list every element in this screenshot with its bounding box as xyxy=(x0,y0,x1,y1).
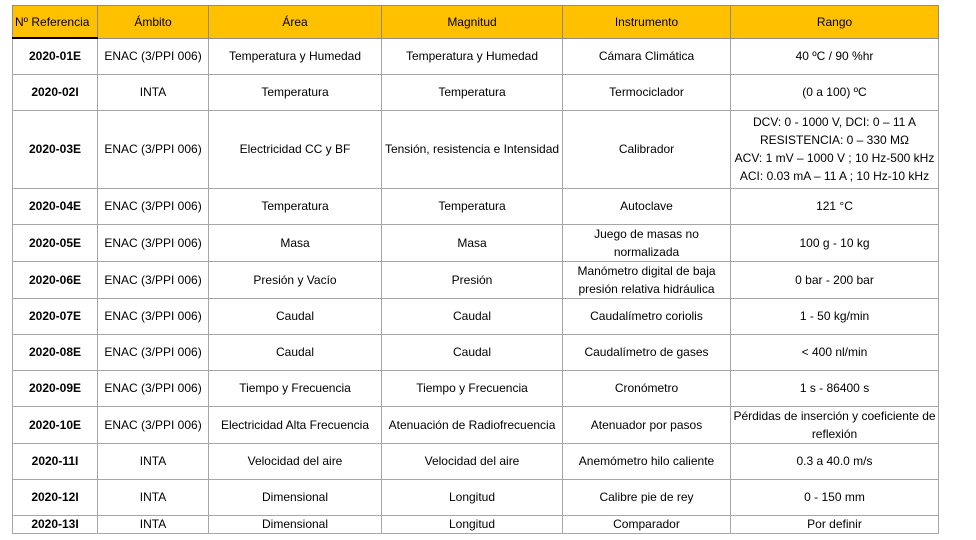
cell-ambito: ENAC (3/PPI 006) xyxy=(98,370,209,406)
cell-instrumento: Termociclador xyxy=(563,74,731,110)
cell-ambito: ENAC (3/PPI 006) xyxy=(98,298,209,334)
cell-instrumento: Caudalímetro de gases xyxy=(563,334,731,370)
cell-area: Caudal xyxy=(209,298,382,334)
cell-magnitud: Longitud xyxy=(382,479,563,515)
cell-area: Presión y Vacío xyxy=(209,261,382,298)
cell-area: Tiempo y Frecuencia xyxy=(209,370,382,406)
cell-ref: 2020-11I xyxy=(13,443,98,479)
cell-ambito: ENAC (3/PPI 006) xyxy=(98,334,209,370)
range-line: ACV: 1 mV – 1000 V ; 10 Hz-500 kHz xyxy=(734,151,935,165)
cell-instrumento: Calibre pie de rey xyxy=(563,479,731,515)
cell-instrumento: Cámara Climática xyxy=(563,38,731,74)
cell-ref: 2020-05E xyxy=(13,224,98,261)
table-row xyxy=(13,406,939,443)
cell-rango: 1 - 50 kg/min xyxy=(731,298,939,334)
table-row xyxy=(13,261,939,298)
cell-rango: Por definir xyxy=(731,515,939,533)
cell-ambito: INTA xyxy=(98,479,209,515)
header-instrumento: Instrumento xyxy=(563,6,731,39)
table-row xyxy=(13,38,939,74)
cell-magnitud: Masa xyxy=(382,224,563,261)
cell-ref: 2020-07E xyxy=(13,298,98,334)
cell-area: Caudal xyxy=(209,334,382,370)
cell-ref: 2020-09E xyxy=(13,370,98,406)
cell-area: Velocidad del aire xyxy=(209,443,382,479)
header-ref: Nº Referencia xyxy=(13,6,98,39)
cell-ambito: ENAC (3/PPI 006) xyxy=(98,110,209,188)
cell-rango: 0 - 150 mm xyxy=(731,479,939,515)
cell-rango xyxy=(731,110,939,188)
cell-instrumento: Manómetro digital de baja presión relativa hidráulica xyxy=(563,261,731,298)
cell-rango: < 400 nl/min xyxy=(731,334,939,370)
cell-rango: 40 ºC / 90 %hr xyxy=(731,38,939,74)
table-row xyxy=(13,370,939,406)
cell-ambito: ENAC (3/PPI 006) xyxy=(98,38,209,74)
cell-area: Temperatura y Humedad xyxy=(209,38,382,74)
cell-ambito: INTA xyxy=(98,515,209,533)
cell-ambito: ENAC (3/PPI 006) xyxy=(98,406,209,443)
cell-ref: 2020-01E xyxy=(13,38,98,74)
header-magnitud: Magnitud xyxy=(382,6,563,39)
cell-ref: 2020-03E xyxy=(13,110,98,188)
cell-ambito: INTA xyxy=(98,74,209,110)
table-row xyxy=(13,74,939,110)
cell-area: Masa xyxy=(209,224,382,261)
cell-area: Electricidad Alta Frecuencia xyxy=(209,406,382,443)
reference-table xyxy=(12,5,939,534)
cell-ref: 2020-12I xyxy=(13,479,98,515)
table-row xyxy=(13,298,939,334)
range-line: ACI: 0.03 mA – 11 A ; 10 Hz-10 kHz xyxy=(739,169,930,183)
cell-rango: 0.3 a 40.0 m/s xyxy=(731,443,939,479)
cell-instrumento: Cronómetro xyxy=(563,370,731,406)
cell-rango: 121 °C xyxy=(731,188,939,224)
table-row xyxy=(13,188,939,224)
cell-ref: 2020-08E xyxy=(13,334,98,370)
cell-magnitud: Temperatura xyxy=(382,74,563,110)
cell-instrumento: Atenuador por pasos xyxy=(563,406,731,443)
header-rango: Rango xyxy=(731,6,939,39)
cell-ref: 2020-02I xyxy=(13,74,98,110)
cell-instrumento: Anemómetro hilo caliente xyxy=(563,443,731,479)
cell-magnitud: Caudal xyxy=(382,298,563,334)
cell-ref: 2020-10E xyxy=(13,406,98,443)
table-row xyxy=(13,515,939,533)
cell-magnitud: Temperatura y Humedad xyxy=(382,38,563,74)
cell-rango: (0 a 100) ºC xyxy=(731,74,939,110)
range-line: DCV: 0 - 1000 V, DCI: 0 – 11 A xyxy=(753,115,916,129)
cell-area: Dimensional xyxy=(209,479,382,515)
range-line: RESISTENCIA: 0 – 330 MΩ xyxy=(759,133,910,147)
cell-instrumento: Caudalímetro coriolis xyxy=(563,298,731,334)
header-area: Área xyxy=(209,6,382,39)
header-ambito: Ámbito xyxy=(98,6,209,39)
cell-ambito: ENAC (3/PPI 006) xyxy=(98,188,209,224)
header-row xyxy=(13,6,939,39)
cell-rango: 0 bar - 200 bar xyxy=(731,261,939,298)
cell-instrumento: Juego de masas no normalizada xyxy=(563,224,731,261)
cell-ambito: ENAC (3/PPI 006) xyxy=(98,261,209,298)
cell-magnitud: Temperatura xyxy=(382,188,563,224)
cell-area: Electricidad CC y BF xyxy=(209,110,382,188)
cell-ref: 2020-04E xyxy=(13,188,98,224)
cell-magnitud: Velocidad del aire xyxy=(382,443,563,479)
cell-magnitud: Caudal xyxy=(382,334,563,370)
cell-ref: 2020-06E xyxy=(13,261,98,298)
cell-ambito: INTA xyxy=(98,443,209,479)
cell-magnitud: Presión xyxy=(382,261,563,298)
cell-ambito: ENAC (3/PPI 006) xyxy=(98,224,209,261)
table-row xyxy=(13,334,939,370)
table-row xyxy=(13,110,939,188)
cell-instrumento: Comparador xyxy=(563,515,731,533)
table-row xyxy=(13,479,939,515)
cell-magnitud: Tensión, resistencia e Intensidad xyxy=(382,110,563,188)
table-row xyxy=(13,224,939,261)
cell-area: Temperatura xyxy=(209,188,382,224)
cell-area: Dimensional xyxy=(209,515,382,533)
cell-rango: 1 s - 86400 s xyxy=(731,370,939,406)
cell-magnitud: Longitud xyxy=(382,515,563,533)
cell-instrumento: Autoclave xyxy=(563,188,731,224)
cell-area: Temperatura xyxy=(209,74,382,110)
cell-magnitud: Tiempo y Frecuencia xyxy=(382,370,563,406)
cell-rango: Pérdidas de inserción y coeficiente de reflexión xyxy=(731,406,939,443)
table-row xyxy=(13,443,939,479)
cell-rango: 100 g - 10 kg xyxy=(731,224,939,261)
cell-instrumento: Calibrador xyxy=(563,110,731,188)
cell-ref: 2020-13I xyxy=(13,515,98,533)
cell-magnitud: Atenuación de Radiofrecuencia xyxy=(382,406,563,443)
